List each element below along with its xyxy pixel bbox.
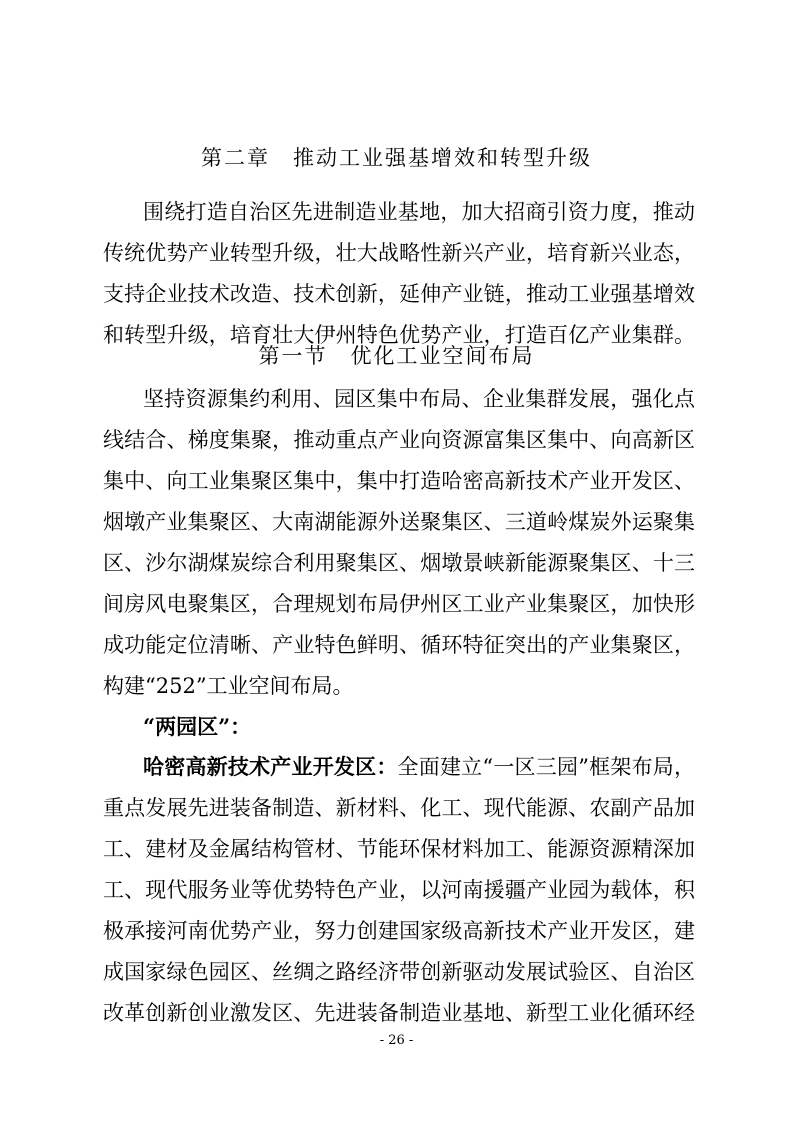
hami-zone-first-line (143, 752, 695, 782)
intro-paragraph-line: 支持企业技术改造、技术创新，延伸产业链，推动工业强基增效 (103, 282, 695, 306)
section-paragraph-line: 间房风电聚集区，合理规划布局伊州区工业产业集聚区，加快形 (103, 592, 695, 616)
section-paragraph-line: 构建“252”工业空间布局。 (103, 674, 354, 698)
two-parks-heading: “两园区”： (143, 714, 252, 739)
section-paragraph-line: 成功能定位清晰、产业特色鲜明、循环特征突出的产业集聚区， (103, 633, 695, 657)
section-paragraph-line: 集中、向工业集聚区集中，集中打造哈密高新技术产业开发区、 (103, 469, 695, 493)
hami-zone-paragraph-line: 工、现代服务业等优势特色产业，以河南援疆产业园为载体，积 (103, 878, 695, 902)
section-paragraph-line: 区、沙尔湖煤炭综合利用聚集区、烟墩景峡新能源聚集区、十三 (103, 551, 695, 575)
hami-zone-label: 哈密高新技术产业开发区： (143, 754, 398, 779)
page-number: - 26 - (379, 1033, 414, 1048)
hami-zone-first-line-text: 全面建立“一区三园”框架布局， (397, 755, 695, 779)
hami-zone-paragraph-line: 极承接河南优势产业，努力创建国家级高新技术产业开发区，建 (103, 919, 695, 943)
section-paragraph-line: 烟墩产业集聚区、大南湖能源外送聚集区、三道岭煤炭外运聚集 (103, 510, 695, 534)
intro-paragraph-line: 传统优势产业转型升级，壮大战略性新兴产业，培育新兴业态， (103, 241, 695, 265)
chapter-title: 第二章 推动工业强基增效和转型升级 (201, 146, 592, 170)
section-paragraph-line: 坚持资源集约利用、园区集中布局、企业集群发展，强化点 (143, 387, 695, 411)
hami-zone-paragraph-line: 改革创新创业激发区、先进装备制造业基地、新型工业化循环经 (103, 1001, 695, 1025)
hami-zone-paragraph-line: 工、建材及金属结构管材、节能环保材料加工、能源资源精深加 (103, 837, 695, 861)
intro-paragraph-line: 围绕打造自治区先进制造业基地，加大招商引资力度，推动 (143, 200, 695, 224)
hami-zone-paragraph-line: 重点发展先进装备制造、新材料、化工、现代能源、农副产品加 (103, 796, 695, 820)
section-paragraph-line: 线结合、梯度集聚，推动重点产业向资源富集区集中、向高新区 (103, 428, 695, 452)
intro-paragraph-line: 和转型升级，培育壮大伊州特色优势产业，打造百亿产业集群。 (103, 323, 695, 347)
hami-zone-paragraph-line: 成国家绿色园区、丝绸之路经济带创新驱动发展试验区、自治区 (103, 960, 695, 984)
section-title: 第一节 优化工业空间布局 (258, 344, 535, 368)
